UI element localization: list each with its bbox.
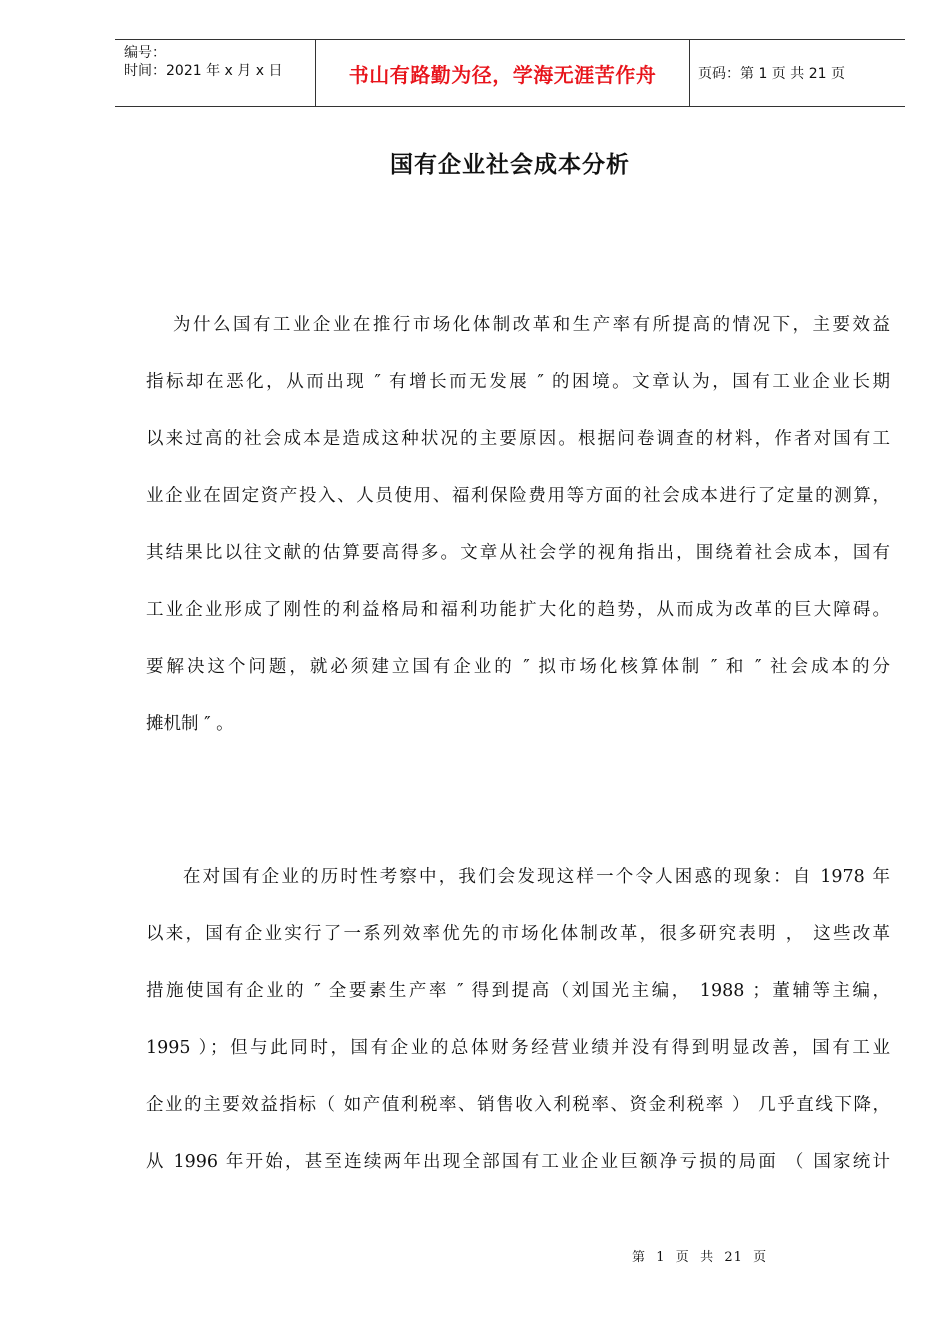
paragraph-line: 在对国有企业的历时性考察中，我们会发现这样一个令人困惑的现象：自 1978 年 (183, 867, 890, 887)
paragraph-line: 以来过高的社会成本是造成这种状况的主要原因。根据问卷调查的材料，作者对国有工 (146, 429, 890, 449)
page-header (115, 39, 905, 107)
paragraph-line: 业企业在固定资产投入、人员使用、福利保险费用等方面的社会成本进行了定量的测算， (146, 486, 890, 506)
paragraph-line: 以来，国有企业实行了一系列效率优先的市场化体制改革，很多研究表明 ， 这些改革 (146, 924, 890, 944)
paragraph-line: 工业企业形成了刚性的利益格局和福利功能扩大化的趋势，从而成为改革的巨大障碍。 (146, 600, 890, 620)
doc-number-label: 编号： (124, 45, 166, 61)
paragraph-line: 从 1996 年开始，甚至连续两年出现全部国有工业企业巨额净亏损的局面 （ 国家统计 (146, 1152, 890, 1172)
header-motto-cell (316, 40, 690, 106)
doc-time-label: 时间：2021 年 x 月 x 日 (124, 63, 283, 79)
paragraph-line: 企业的主要效益指标（ 如产值利税率、销售收入利税率、资金利税率 ） 几乎直线下降， (146, 1095, 890, 1115)
header-page-cell (690, 40, 905, 106)
paragraph-line: 措施使国有企业的 ″ 全要素生产率 ″ 得到提高（刘国光主编， 1988 ；董辅等主编， (146, 981, 890, 1001)
page-footer: 第 1 页 共 21 页 (632, 1250, 768, 1265)
paragraph-line: 其结果比以往文献的估算要高得多。文章从社会学的视角指出，围绕着社会成本，国有 (146, 543, 890, 563)
motto-text: 书山有路勤为径，学海无涯苦作舟 (348, 62, 657, 87)
paragraph-line: 为什么国有工业企业在推行市场化体制改革和生产率有所提高的情况下，主要效益 (173, 315, 890, 335)
paragraph-line: 摊机制 ″ 。 (146, 714, 234, 734)
page-number-label: 页码：第 1 页 共 21 页 (698, 66, 845, 82)
document-title: 国有企业社会成本分析 (390, 152, 630, 178)
paragraph-line: 指标却在恶化，从而出现 ″ 有增长而无发展 ″ 的困境。文章认为，国有工业企业长期 (146, 372, 890, 392)
paragraph-line: 要解决这个问题，就必须建立国有企业的 ″ 拟市场化核算体制 ″ 和 ″ 社会成本的分 (146, 657, 890, 677)
header-meta-cell (115, 40, 316, 106)
paragraph-line: 1995 ）；但与此同时，国有企业的总体财务经营业绩并没有得到明显改善，国有工业 (146, 1038, 890, 1058)
